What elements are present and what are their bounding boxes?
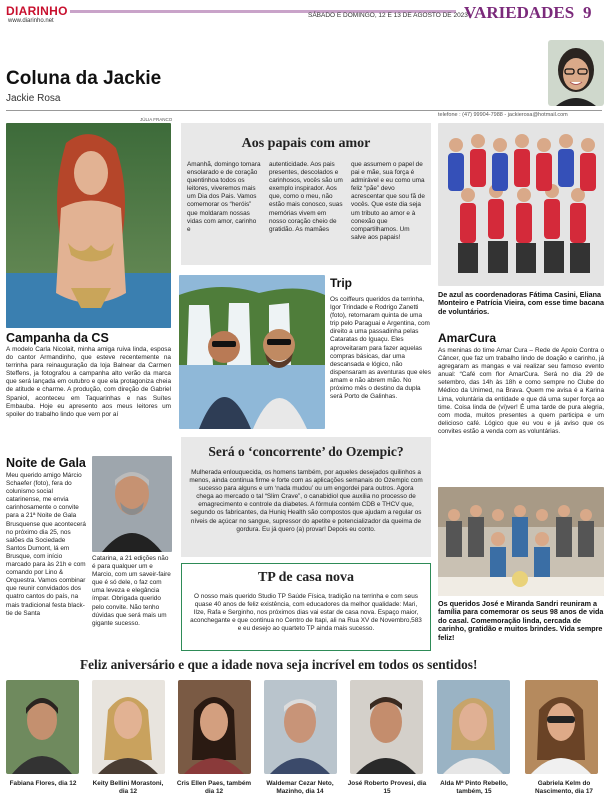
birthday-name: José Roberto Provesi, dia 15 [347, 780, 427, 795]
birthday-name: Keity Bellini Morastoni, dia 12 [92, 780, 164, 795]
birthday-photo [92, 680, 165, 774]
trip-photo [179, 275, 325, 429]
column-title: Coluna da Jackie [6, 68, 162, 89]
page-number: 9 [583, 3, 592, 22]
coordenadoras-caption: De azul as coordenadoras Fátima Casini, Eliana Monteiro e Patrícia Vieira, com esse time bacana de voluntários. [438, 290, 605, 316]
tp-box [181, 563, 431, 651]
amarcura-title: AmarCura [438, 331, 497, 345]
papais-col3: que assumem o papel de pai e mãe, sua força é admirável e eu como uma feliz “pãe” devo acrescentar que sou fã de vocês. Que este dia seja um tributo ao amor e à conexão que compartilhamos. Um salve aos papais! [351, 161, 425, 241]
newspaper-logo: DIARINHO [6, 4, 68, 18]
tp-title: TP de casa nova [257, 570, 355, 585]
column-divider [6, 110, 602, 111]
birthday-photo [264, 680, 337, 774]
papais-col1: Amanhã, domingo tomara ensolarado e de coração quentinhoa todos os leitores, viveremos mais um Dia dos Pais. Vamos comemorar os “heróis” que moldaram nossas vidas com amor, carinho e [187, 161, 261, 233]
coordenadoras-photo [438, 123, 604, 286]
photo-credit: JÚLIA FRANCO [140, 117, 173, 122]
column-author: Jackie Rosa [6, 93, 61, 104]
campanha-title: Campanha da CS [6, 331, 109, 345]
sandri-caption: Os queridos José e Miranda Sandri reuniram a família para comemorar os seus 98 anos de vida do casal. Comemoração linda, cercada de carinho, gratidão e muitos brindes. Vida sempre feliz! [438, 599, 604, 642]
columnist-contact: telefone : (47) 99904-7988 - jackierosa@hotmail.com [438, 112, 568, 118]
birthday-photo [178, 680, 251, 774]
noite-col1: Meu querido amigo Márcio Schaefer (foto), fera do colunismo social catarinense, me envia carinhosamente o convite para a 21ª Noite de Gala Brusquense que acontecerá no próximo dia 25, nos salões da Sociedade Santos Dumont, lá em Brusque, com início marcado para às 21h e com comando por Lino & Orquestra. Vamos combinar que reunir convidados dos quatro cantos do país, na mais tradicional festa black-tie de Santa [6, 472, 86, 617]
sandri-photo [438, 487, 604, 596]
noite-title: Noite de Gala [6, 456, 86, 470]
birthday-title: Feliz aniversário e que a idade nova seja incrível em todos os sentidos! [80, 657, 478, 672]
columnist-portrait [548, 40, 604, 106]
birthday-name: Fabiana Flores, dia 12 [9, 780, 77, 787]
site-url[interactable]: www.diarinho.net [8, 18, 54, 24]
birthday-name: Waldemar Cezar Neto, Mazinho, dia 14 [266, 780, 334, 795]
birthday-name: Gabriela Kelm do Nascimento, dia 17 [535, 780, 593, 795]
papais-title: Aos papais com amor [241, 136, 371, 151]
birthday-photo [6, 680, 79, 774]
section-title: VARIEDADES [464, 3, 575, 22]
campanha-text: A modelo Carla Nicolait, minha amiga ruiva linda, esposa do cantor Armandinho, que esteve recentemente na terrinha para reinauguração da loja Balnear da Carmen Steffens, ja fotografou a campanha alto verão da marca que será lançada em outubro e que ela protagoniza cheia de atitude e charme. A produção, com direção de Gabriel Spaniol, aconteceu em Taquarinhas e nas Suítes Embauba. Hoje eu apresento aos meus leitores um spoiler do trabalho lindo que vem por aí [6, 346, 171, 418]
birthday-name: Cris Ellen Paes, também dia 12 [176, 780, 252, 795]
edition-date: SÁBADO E DOMINGO, 12 E 13 DE AGOSTO DE 2023 [308, 12, 468, 19]
amarcura-text: As meninas do time Amar Cura – Rede de Apoio Contra o Câncer, que faz um trabalho lindo de doação e carinho, já agregaram as mangas e vai realizar seu famoso evento anual: “Café com flor AmarCura. Será no dia 29 de setembro, das 14h às 18h e como sempre no Clube do Médico da Unimed, na Brava. Quem me avisa é a Karina Lima, voluntária da entidade e que dá uma super força ao time. Coisa linda de (vi)ver! É uma tarde de pura alegria, com moda, muitos presentes a quem participa e um delicioso café. Lógico que eu vou e já aviso que os convites estão a venda com as voluntárias. [438, 347, 604, 435]
tp-text: O nosso mais querido Studio TP Saúde Física, tradição na terrinha e com seus quase 40 anos de feliz existência, com educadores da melhor qualidade: Mari, Ilze, Rafa e Serginho, nos próximos dias vai estar de casa nova. Espaço maior, aconchegante e que continua no Centro de Itapi, ali na Rua XV de Novembro,583 e eu desejo ao quarteto TP ainda mais sucesso. [190, 593, 422, 633]
noite-col2: Catarina, a 21 edições não é para qualquer um e Marcio, com um saveir-faire que é só dele, o faz com uma leveza e elegância ímpar. Obrigada querido pelo convite. Não tenho dúvidas que será mais um gigante sucesso. [92, 555, 171, 627]
trip-text: Os coiffeurs queridos da terrinha, Igor Trindade e Rodrigo Zanetti (foto), retornaram quinta de uma trip pelo Paraguai e Argentina, com direito a uma passadinha pelas Cataratas do Iguaçu. Eles aproveitaram para fazer aquelas compras básicas, dar uma descansada e lógico, não dispensaram as aventuras que eles amam e não abrem mão. No próximo mês o destino da dupla será Porto de Galinhas. [330, 296, 431, 401]
trip-title: Trip [330, 276, 353, 290]
birthday-photo [525, 680, 598, 774]
ozempic-title: Será o ‘concorrente’ do Ozempic? [208, 444, 404, 459]
birthday-photo [437, 680, 510, 774]
papais-box [181, 123, 431, 265]
noite-photo [92, 456, 172, 552]
ozempic-text: Mulherada enlouquecida, os homens também, por aqueles desejados quilinhos a menos, ainda continua firme e forte com as aplicações semanais do Ozempic com sucesso para alguns e um ‘nada mudou’ ou um engordei para outros. Agora chega ao mercado o tal “Slim Crave”, o canabidiol que auxilia no processo de emagrecimento e controle da diabetes. A fórmula contém CDB e THCV que, segundo os fabricantes, da Huniq Health são compostos que ajudam a regular os níveis de açúcar no sangue, supressor do apetite e potencializador da queima de gordura. Eu já quero (a) provar! Depois eu conto. [189, 469, 423, 533]
campanha-photo [6, 123, 171, 328]
papais-col2: autenticidade. Aos pais presentes, descolados e carinhosos, vocês são um exemplo inspirador. Aos que, como o meu, não estão mais conosco, suas memórias vivem em nosso coração cheio de gratidão. As mamães [269, 161, 343, 233]
birthday-photo [350, 680, 423, 774]
ozempic-box [181, 437, 431, 557]
birthday-name: Alda Mª Pinto Rebello, também, 15 [440, 780, 508, 795]
